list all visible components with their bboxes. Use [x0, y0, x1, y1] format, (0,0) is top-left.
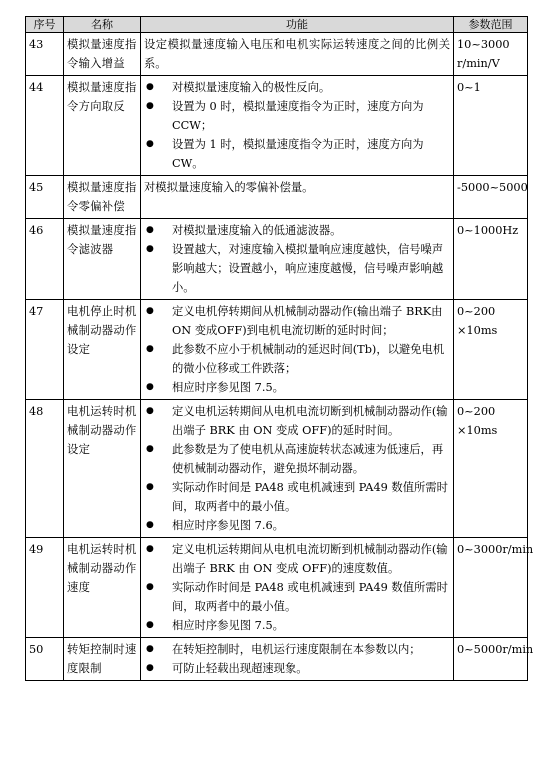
- bullet-item: ● 在转矩控制时，电机运行速度限制在本参数以内；: [144, 640, 450, 659]
- bullet-item: ● 此参数是为了使电机从高速旋转状态减速为低速后，再使机械制动器动作，避免损坏制动器。: [144, 440, 450, 478]
- table-row: [26, 300, 528, 400]
- header-function: 功能: [141, 17, 454, 33]
- bullet-icon: ●: [146, 663, 154, 673]
- param-name: 电机运转时机械制动器动作设定: [64, 400, 141, 538]
- param-description: [141, 638, 454, 681]
- bullet-icon: ●: [146, 344, 154, 354]
- bullet-item: ● 实际动作时间是 PA48 或电机减速到 PA49 数值所需时间，取两者中的最小值。: [144, 478, 450, 516]
- param-range: 0~1000Hz: [454, 219, 528, 300]
- param-name: 模拟量速度指令输入增益: [64, 33, 141, 76]
- bullet-item: ● 定义电机运转期间从电机电流切断到机械制动器动作(输出端子 BRK 由 ON 变成 OFF)的延时时间。: [144, 402, 450, 440]
- bullet-icon: ●: [146, 139, 154, 149]
- param-range: 0~3000r/min: [454, 538, 528, 638]
- bullet-item: ● 此参数不应小于机械制动的延迟时间(Tb)，以避免电机的微小位移或工件跌落；: [144, 340, 450, 378]
- param-name: 转矩控制时速度限制: [64, 638, 141, 681]
- bullet-item: ● 设置为 0 时，模拟量速度指令为正时，速度方向为CCW；: [144, 97, 450, 135]
- bullet-icon: ●: [146, 520, 154, 530]
- bullet-icon: ●: [146, 482, 154, 492]
- bullet-item: ● 相应时序参见图 7.5。: [144, 378, 450, 397]
- header-name: 名称: [64, 17, 141, 33]
- table-row: [26, 400, 528, 538]
- bullet-list: [144, 640, 450, 678]
- bullet-item: ● 定义电机停转期间从机械制动器动作(输出端子 BRK由ON 变成OFF)到电机电流切断的延时时间；: [144, 302, 450, 340]
- param-name: 电机停止时机械制动器动作设定: [64, 300, 141, 400]
- param-name: 电机运转时机械制动器动作速度: [64, 538, 141, 638]
- bullet-item: ● 相应时序参见图 7.6。: [144, 516, 450, 535]
- param-description: 设定模拟量速度输入电压和电机实际运转速度之间的比例关系。: [141, 33, 454, 76]
- param-number: 50: [26, 638, 64, 681]
- bullet-icon: ●: [146, 544, 154, 554]
- bullet-icon: ●: [146, 582, 154, 592]
- param-number: 45: [26, 176, 64, 219]
- parameter-table: [25, 16, 534, 681]
- bullet-item: ● 设置越大，对速度输入模拟量响应速度越快，信号噪声影响越大；设置越小，响应速度越慢，信号噪声影响越小。: [144, 240, 450, 297]
- param-range: 0~1: [454, 76, 528, 176]
- param-name: 模拟量速度指令滤波器: [64, 219, 141, 300]
- bullet-icon: ●: [146, 306, 154, 316]
- bullet-icon: ●: [146, 644, 154, 654]
- header-range: 参数范围: [454, 17, 528, 33]
- bullet-icon: ●: [146, 225, 154, 235]
- param-number: 48: [26, 400, 64, 538]
- bullet-icon: ●: [146, 101, 154, 111]
- bullet-list: [144, 302, 450, 397]
- param-description: [141, 538, 454, 638]
- bullet-icon: ●: [146, 244, 154, 254]
- table-row: [26, 33, 528, 76]
- param-description: [141, 400, 454, 538]
- bullet-item: ● 对模拟量速度输入的极性反向。: [144, 78, 450, 97]
- table-row: [26, 538, 528, 638]
- bullet-icon: ●: [146, 382, 154, 392]
- param-number: 46: [26, 219, 64, 300]
- param-description: [141, 300, 454, 400]
- param-name: 模拟量速度指令零偏补偿: [64, 176, 141, 219]
- param-number: 49: [26, 538, 64, 638]
- param-number: 44: [26, 76, 64, 176]
- bullet-list: [144, 221, 450, 297]
- header-no: 序号: [26, 17, 64, 33]
- header-row: [26, 17, 528, 33]
- bullet-item: ● 定义电机运转期间从电机电流切断到机械制动器动作(输出端子 BRK 由 ON 变成 OFF)的速度数值。: [144, 540, 450, 578]
- bullet-icon: ●: [146, 444, 154, 454]
- bullet-icon: ●: [146, 620, 154, 630]
- param-range: 0~200 ×10ms: [454, 400, 528, 538]
- bullet-item: ● 设置为 1 时，模拟量速度指令为正时，速度方向为CW。: [144, 135, 450, 173]
- table-row: [26, 638, 528, 681]
- param-number: 47: [26, 300, 64, 400]
- table-row: [26, 219, 528, 300]
- table-row: [26, 76, 528, 176]
- bullet-item: ● 对模拟量速度输入的低通滤波器。: [144, 221, 450, 240]
- param-description: [141, 219, 454, 300]
- table-body: [26, 33, 534, 681]
- bullet-item: ● 相应时序参见图 7.5。: [144, 616, 450, 635]
- bullet-icon: ●: [146, 406, 154, 416]
- param-description: [141, 76, 454, 176]
- bullet-item: ● 可防止轻载出现超速现象。: [144, 659, 450, 678]
- param-range: 0~200 ×10ms: [454, 300, 528, 400]
- bullet-list: [144, 78, 450, 173]
- bullet-list: [144, 402, 450, 535]
- table-header: [26, 17, 528, 33]
- param-range: -5000~5000: [454, 176, 528, 219]
- param-range: 10~3000 r/min/V: [454, 33, 528, 76]
- param-description: 对模拟量速度输入的零偏补偿量。: [141, 176, 454, 219]
- bullet-icon: ●: [146, 82, 154, 92]
- bullet-list: [144, 540, 450, 635]
- table-row: [26, 176, 528, 219]
- param-number: 43: [26, 33, 64, 76]
- bullet-item: ● 实际动作时间是 PA48 或电机减速到 PA49 数值所需时间，取两者中的最小值。: [144, 578, 450, 616]
- param-range: 0~5000r/min: [454, 638, 528, 681]
- param-name: 模拟量速度指令方向取反: [64, 76, 141, 176]
